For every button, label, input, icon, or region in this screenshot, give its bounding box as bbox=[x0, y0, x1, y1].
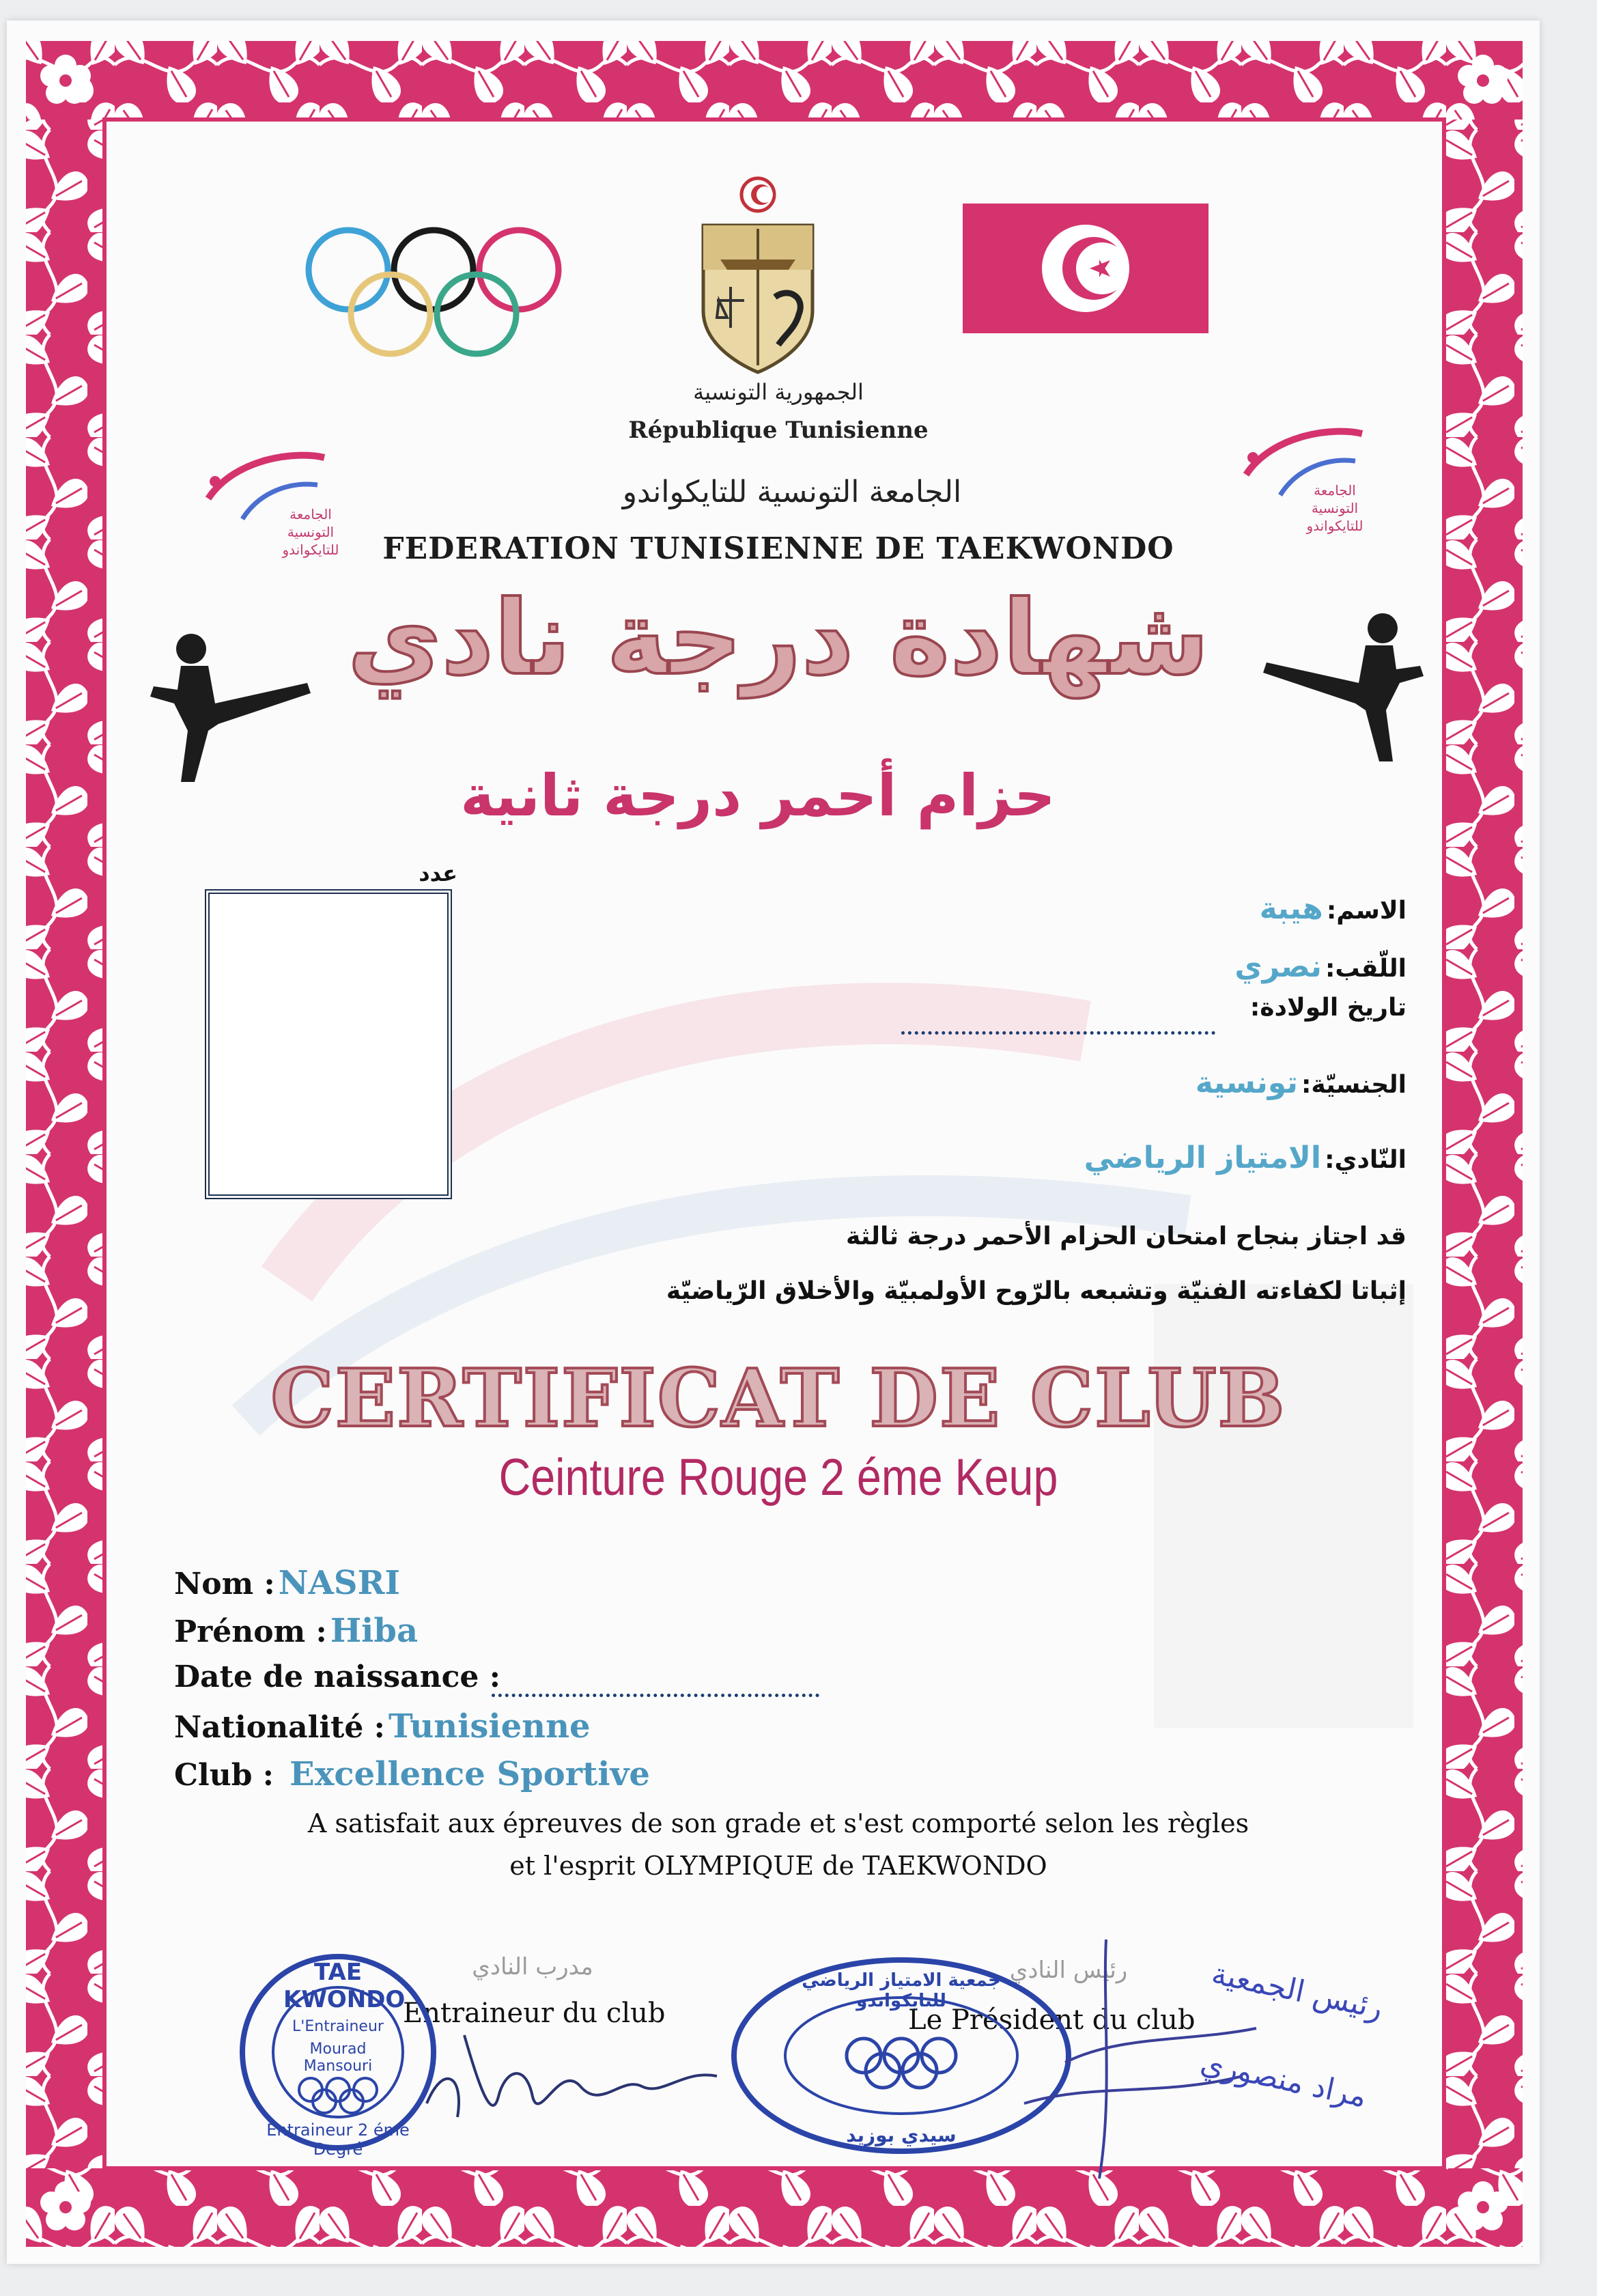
french-field-nom bbox=[174, 1564, 1198, 1602]
french-field-label: Nationalité : bbox=[174, 1710, 385, 1745]
coach-stamp-bottom-text: Entraineur 2 éme Degré bbox=[266, 2120, 410, 2159]
arabic-field-label: تاريخ الولادة: bbox=[1249, 994, 1407, 1022]
arabic-field-value: هيبة bbox=[1259, 891, 1323, 926]
assoc-president-name: مراد منصوري bbox=[1197, 2045, 1370, 2115]
coach-stamp-line1: L'Entraineur bbox=[292, 2018, 384, 2035]
arabic-field-nationality bbox=[792, 1065, 1407, 1100]
olympic-rings-icon bbox=[300, 219, 574, 369]
arabic-field-name bbox=[792, 891, 1407, 926]
french-field-label: Nom : bbox=[174, 1567, 275, 1601]
french-field-label: Prénom : bbox=[174, 1614, 327, 1649]
arabic-field-label: النّادي: bbox=[1325, 1146, 1407, 1174]
coach-stamp-top-text: TAE KWONDO bbox=[283, 1959, 406, 2013]
certificate-subtitle-french: Ceinture Rouge 2 éme Keup bbox=[498, 1448, 1058, 1507]
certificate-title-french: CERTIFICAT DE CLUB bbox=[270, 1352, 1286, 1445]
arabic-field-value: نصري bbox=[1234, 949, 1322, 984]
kicker-left-icon bbox=[140, 621, 317, 785]
arabic-field-label: اللّقب: bbox=[1325, 955, 1407, 983]
arabic-field-surname bbox=[792, 949, 1407, 984]
french-field-value: Excellence Sportive bbox=[289, 1755, 650, 1793]
photo-placeholder bbox=[205, 889, 452, 1199]
tunisia-coat-of-arms-icon bbox=[693, 174, 823, 379]
french-field-birthdate bbox=[174, 1660, 652, 1694]
federation-arabic: الجامعة التونسية للتايكواندو bbox=[622, 475, 962, 509]
arabic-field-value: الامتياز الرياضي bbox=[1084, 1140, 1321, 1175]
arabic-field-label: الاسم: bbox=[1326, 897, 1407, 925]
french-field-club bbox=[174, 1755, 1198, 1793]
federation-logo-right-text: الجامعة التونسية للتايكواندو bbox=[1306, 482, 1363, 534]
club-stamp-bottom-text: سيدي بوزيد bbox=[846, 2124, 957, 2146]
assoc-president-label: رئيس الجمعية bbox=[1209, 1956, 1386, 2026]
club-stamp-top-text: جمعية الامتياز الرياضي للتايكواندو bbox=[802, 1970, 1001, 2011]
number-label: عدد bbox=[419, 860, 457, 886]
certificate-paper bbox=[7, 20, 1540, 2264]
coach-label-french: Entraineur du club bbox=[403, 1998, 666, 2029]
federation-logo-left-text: الجامعة التونسية للتايكواندو bbox=[282, 506, 339, 558]
french-field-value: Tunisienne bbox=[388, 1707, 591, 1746]
french-field-nationality bbox=[174, 1707, 1198, 1746]
french-field-prenom bbox=[174, 1612, 1198, 1650]
french-statement-line1: A satisfait aux épreuves de son grade et s'est comporté selon les règles bbox=[307, 1808, 1249, 1838]
federation-french: FEDERATION TUNISIENNE DE TAEKWONDO bbox=[382, 531, 1174, 566]
french-statement-line2: et l'esprit OLYMPIQUE de TAEKWONDO bbox=[509, 1851, 1047, 1881]
french-field-label: Club : bbox=[174, 1758, 274, 1793]
arabic-statement-line2: إثباتا لكفاءته الفنيّة وتشبعه بالرّوح الأولمبيّة والأخلاق الرّياضيّة bbox=[666, 1277, 1407, 1305]
arabic-birthdate-blank bbox=[901, 1031, 1215, 1035]
certificate-title-arabic: شهادة درجة نادي bbox=[347, 579, 1210, 698]
president-label-french: Le Président du club bbox=[908, 2004, 1196, 2036]
certificate-subtitle-arabic: حزام أحمر درجة ثانية bbox=[460, 762, 1056, 829]
french-field-value: Hiba bbox=[330, 1612, 419, 1650]
french-field-label: Date de naissance : bbox=[174, 1660, 500, 1694]
arabic-statement-line1: قد اجتاز بنجاح امتحان الحزام الأحمر درجة ثالثة bbox=[845, 1222, 1407, 1250]
arabic-field-label: الجنسيّة: bbox=[1301, 1071, 1407, 1099]
coach-stamp-line2: Mourad Mansouri bbox=[303, 2041, 373, 2075]
republic-french: République Tunisienne bbox=[628, 417, 929, 444]
french-birthdate-blank bbox=[492, 1694, 819, 1697]
arabic-field-value: تونسية bbox=[1195, 1065, 1298, 1100]
republic-arabic: الجمهورية التونسية bbox=[693, 379, 864, 405]
french-field-value: NASRI bbox=[278, 1564, 400, 1602]
kicker-right-icon bbox=[1256, 601, 1434, 765]
arabic-field-club bbox=[792, 1140, 1407, 1175]
coach-label-arabic: مدرب النادي bbox=[472, 1953, 593, 1980]
coach-signature bbox=[416, 2021, 731, 2138]
tunisia-flag-icon bbox=[963, 204, 1209, 333]
president-label-arabic: رئيس النادي bbox=[1009, 1957, 1128, 1984]
arabic-field-birthdate bbox=[894, 994, 1407, 1022]
